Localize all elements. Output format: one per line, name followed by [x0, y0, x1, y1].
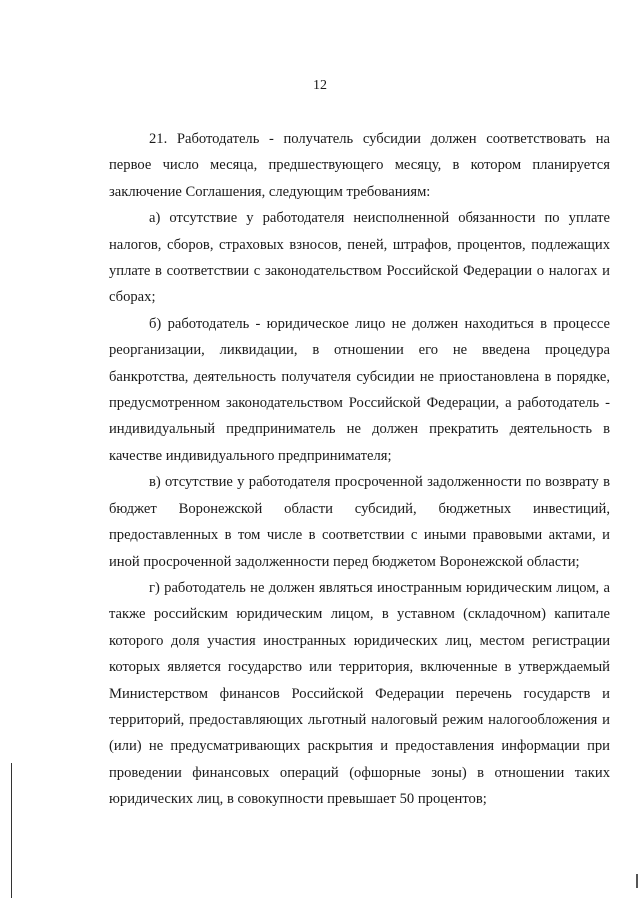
- paragraph-21: 21. Работодатель - получатель субсидии должен соответствовать на первое число месяца, предшествующего месяцу, в котором планируется заключение Соглашения, следующим требованиям:: [109, 131, 610, 200]
- paragraph-g: г) работодатель не должен являться иностранным юридическим лицом, а также российским юридическим лицом, в уставном (складочном) капитале которого доля участия иностранных юридических лиц, местом регистрации которых является государство или территория, включенные в утверждаемый Министерством финансов Российской Федерации перечень государств и территорий, предоставляющих льготный налоговый режим налогообложения и (или) не предусматривающих раскрытия и предоставления информации при проведении финансовых операций (офшорные зоны) в отношении таких юридических лиц, в совокупности превышает 50 процентов;: [109, 579, 610, 808]
- scan-margin-line: [11, 763, 12, 898]
- scan-edge-mark: [636, 874, 638, 888]
- paragraph-a: а) отсутствие у работодателя неисполненной обязанности по уплате налогов, сборов, страховых взносов, пеней, штрафов, процентов, подлежащих уплате в соответствии с законодательством Российской Федерации о налогах и сборах;: [109, 210, 610, 306]
- page-number: 12: [313, 78, 327, 93]
- document-body: [109, 126, 610, 813]
- paragraph-v: в) отсутствие у работодателя просроченной задолженности по возврату в бюджет Воронежской области субсидий, бюджетных инвестиций, предоставленных в том числе в соответствии с иными правовыми актами, и иной просроченной задолженности перед бюджетом Воронежской области;: [109, 474, 610, 570]
- paragraph-b: б) работодатель - юридическое лицо не должен находиться в процессе реорганизации, ликвидации, в отношении его не введена процедура банкротства, деятельность получателя субсидии не приостановлена в порядке, предусмотренном законодательством Российской Федерации, а работодатель - индивидуальный предприниматель не должен прекратить деятельность в качестве индивидуального предпринимателя;: [109, 315, 610, 464]
